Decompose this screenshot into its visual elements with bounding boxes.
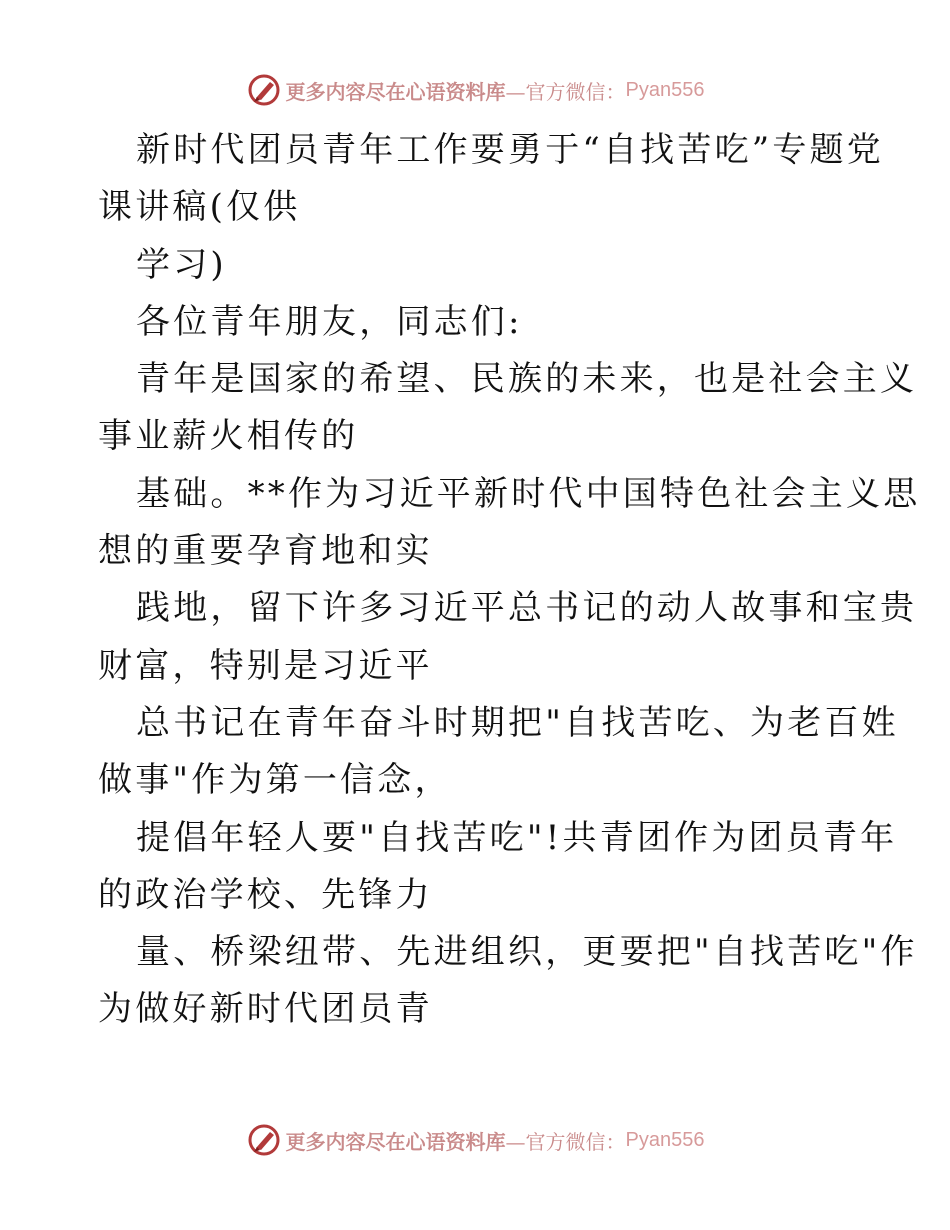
paragraph-line: 青年是国家的希望、民族的未来，也是社会主义: [136, 359, 918, 400]
paragraph-line: 事业薪火相传的: [98, 416, 359, 457]
paragraph-line: 想的重要孕育地和实: [98, 531, 433, 572]
header-watermark: [0, 70, 950, 110]
footer-wechat-id: Pyan556: [625, 1128, 705, 1151]
paragraph-line: 量、桥梁纽带、先进组织，更要把"自找苦吃"作: [136, 932, 918, 973]
footer-promo-text: 更多内容尽在心语资料库: [285, 1129, 506, 1154]
paragraph-line: 为做好新时代团员青: [98, 989, 433, 1030]
salutation: 各位青年朋友，同志们:: [136, 301, 523, 342]
title-line-3: 学习): [136, 244, 227, 285]
header-promo-text: 更多内容尽在心语资料库: [285, 79, 506, 104]
paragraph-line: 总书记在青年奋斗时期把"自找苦吃、为老百姓: [136, 702, 899, 743]
header-wechat-label: —官方微信：: [505, 79, 626, 104]
paragraph-line: 的政治学校、先锋力: [98, 874, 433, 915]
paragraph-line: 做事"作为第一信念，: [98, 760, 452, 801]
pen-logo-icon: [246, 1122, 282, 1158]
footer-wechat-label: —官方微信：: [505, 1129, 626, 1154]
paragraph-line: 财富，特别是习近平: [98, 645, 433, 686]
paragraph-line: 基础。**作为习近平新时代中国特色社会主义思: [136, 473, 921, 514]
document-body: [98, 122, 921, 1039]
title-line-2: 课讲稿(仅供: [98, 187, 301, 228]
header-wechat-id: Pyan556: [625, 78, 705, 101]
footer-watermark: [0, 1120, 950, 1160]
paragraph-line: 践地，留下许多习近平总书记的动人故事和宝贵: [136, 588, 918, 629]
paragraph-line: 提倡年轻人要"自找苦吃"!共青团作为团员青年: [136, 817, 898, 858]
title-line-1: 新时代团员青年工作要勇于“自找苦吃”专题党: [136, 130, 884, 170]
pen-logo-icon: [246, 72, 282, 108]
